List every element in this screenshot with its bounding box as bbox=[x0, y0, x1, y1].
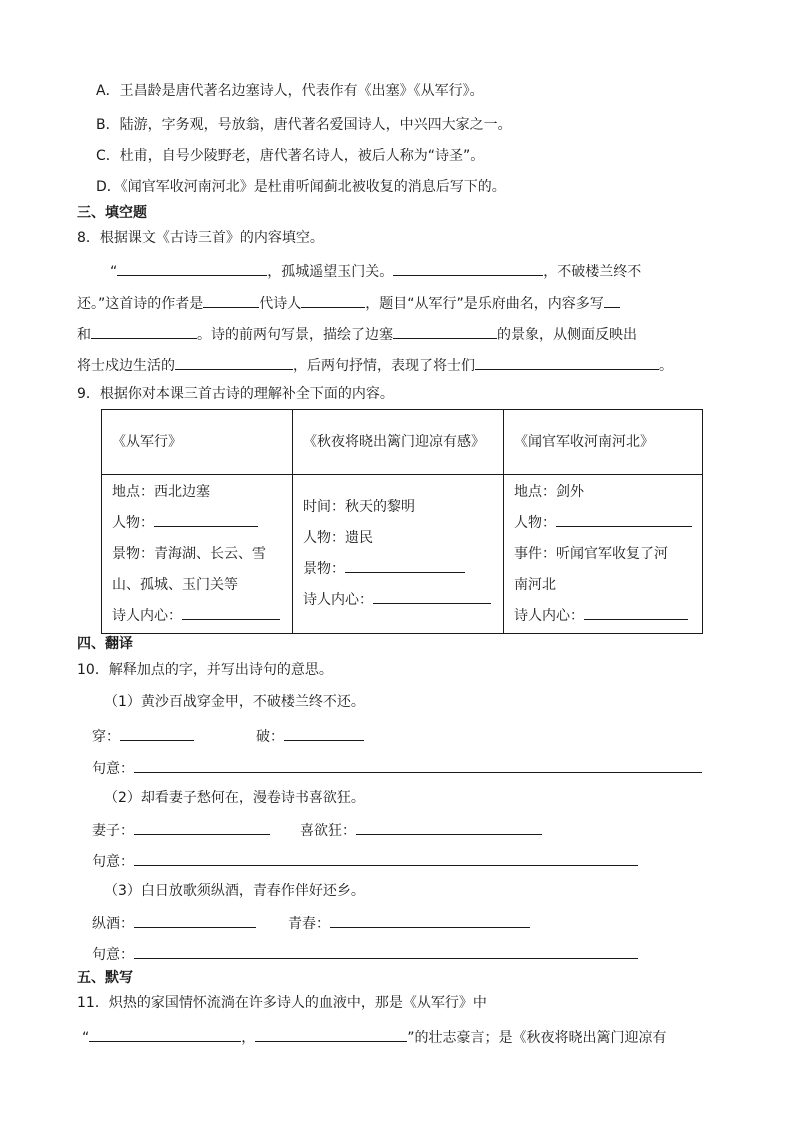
poem-table bbox=[101, 409, 703, 634]
cell-label: 诗人内心： bbox=[303, 592, 373, 608]
cell-label: 人物： bbox=[112, 514, 154, 531]
answer-blank[interactable] bbox=[284, 725, 364, 741]
sentence-2: （2）却看妻子愁何在，漫卷诗书喜欲狂。 bbox=[104, 790, 365, 806]
answer-blank[interactable] bbox=[345, 558, 465, 573]
answer-blank[interactable] bbox=[356, 819, 542, 835]
table-header bbox=[293, 410, 504, 475]
header-text: 《闻官军收河南河北》 bbox=[514, 434, 654, 450]
cell-label: 人物： bbox=[514, 514, 556, 531]
answer-blank[interactable] bbox=[175, 354, 293, 370]
meaning-label: 句意： bbox=[92, 761, 134, 777]
option-a: A．王昌龄是唐代著名边塞诗人，代表作有《出塞》《从军行》。 bbox=[96, 83, 484, 99]
meaning-row-2 bbox=[92, 850, 638, 872]
question-8-line-3 bbox=[77, 323, 637, 345]
q8-text: ，不破楼兰终不 bbox=[543, 264, 642, 280]
answer-blank[interactable] bbox=[393, 323, 497, 339]
answer-blank[interactable] bbox=[89, 1026, 241, 1042]
answer-blank[interactable] bbox=[584, 605, 688, 620]
option-c: C．杜甫，自号少陵野老，唐代著名诗人，被后人称为“诗圣”。 bbox=[96, 148, 485, 164]
q8-text: ，题目“从军行”是乐府曲名，内容多写 bbox=[365, 296, 604, 312]
option-b: B．陆游，字务观，号放翁，唐代著名爱国诗人，中兴四大家之一。 bbox=[96, 117, 512, 133]
meaning-row-1 bbox=[92, 757, 702, 779]
word-label: 穿： bbox=[92, 729, 120, 745]
q8-text: 的景象，从侧面反映出 bbox=[497, 327, 637, 343]
cell-text: 地点：西北边塞 bbox=[112, 483, 210, 500]
table-header bbox=[504, 410, 703, 475]
answer-blank[interactable] bbox=[134, 943, 638, 959]
question-11-line-2 bbox=[82, 1026, 667, 1048]
answer-blank[interactable] bbox=[330, 912, 530, 928]
q8-text: 。诗的前两句写景，描绘了边塞 bbox=[197, 327, 393, 343]
option-d: D．《闻官军收河南河北》是杜甫听闻蓟北被收复的消息后写下的。 bbox=[96, 179, 506, 195]
cell-label: 诗人内心： bbox=[112, 607, 182, 624]
cell-text: 景物：青海湖、长云、雪 bbox=[112, 545, 266, 562]
word-row-3 bbox=[92, 912, 530, 934]
q11-text: ”的壮志豪言；是《秋夜将晓出篱门迎凉有 bbox=[407, 1030, 667, 1046]
q8-text: ，孤城遥望玉门关。 bbox=[267, 264, 394, 280]
section-title-translation: 四、翻译 bbox=[77, 636, 133, 652]
answer-blank[interactable] bbox=[134, 757, 702, 773]
q8-text: 还。”这首诗的作者是 bbox=[77, 296, 204, 312]
question-8-line-1 bbox=[110, 260, 641, 282]
question-8-line-4 bbox=[77, 354, 673, 376]
sentence-1: （1）黄沙百战穿金甲，不破楼兰终不还。 bbox=[104, 694, 365, 710]
cell-text: 事件：听闻官军收复了河 bbox=[514, 545, 668, 562]
answer-blank[interactable] bbox=[373, 589, 491, 604]
answer-blank[interactable] bbox=[475, 354, 659, 370]
answer-blank[interactable] bbox=[393, 260, 543, 276]
meaning-row-3 bbox=[92, 943, 638, 965]
word-label: 纵酒： bbox=[92, 916, 134, 932]
cell-text: 地点：剑外 bbox=[514, 483, 584, 500]
answer-blank[interactable] bbox=[255, 1026, 407, 1042]
q11-text: ， bbox=[241, 1030, 256, 1046]
answer-blank[interactable] bbox=[134, 850, 638, 866]
question-8-stem: 8．根据课文《古诗三首》的内容填空。 bbox=[77, 230, 324, 246]
q8-text: ，后两句抒情，表现了将士们 bbox=[293, 358, 475, 374]
answer-blank[interactable] bbox=[120, 725, 194, 741]
answer-blank[interactable] bbox=[182, 605, 280, 620]
cell-label: 景物： bbox=[303, 561, 345, 577]
header-text: 《秋夜将晓出篱门迎凉有感》 bbox=[303, 434, 485, 450]
cell-text: 人物：遗民 bbox=[303, 530, 373, 546]
answer-blank[interactable] bbox=[117, 260, 267, 276]
section-title-fill-in: 三、填空题 bbox=[77, 205, 147, 221]
answer-blank[interactable] bbox=[556, 512, 692, 527]
word-label: 喜欲狂： bbox=[300, 823, 356, 839]
table-cell bbox=[504, 475, 703, 634]
cell-text: 时间：秋天的黎明 bbox=[303, 499, 415, 515]
question-10-stem: 10．解释加点的字，并写出诗句的意思。 bbox=[77, 662, 333, 678]
header-text: 《从军行》 bbox=[112, 434, 182, 450]
open-quote: “ bbox=[82, 1030, 90, 1046]
q8-text: 。 bbox=[659, 358, 673, 374]
answer-blank[interactable] bbox=[203, 292, 259, 308]
q8-text: 和 bbox=[77, 327, 91, 343]
answer-blank[interactable] bbox=[301, 292, 365, 308]
answer-blank[interactable] bbox=[134, 819, 270, 835]
table-cell bbox=[102, 475, 293, 634]
open-quote: “ bbox=[110, 264, 118, 280]
answer-blank[interactable] bbox=[91, 323, 197, 339]
sentence-3: （3）白日放歌须纵酒，青春作伴好还乡。 bbox=[104, 883, 365, 899]
question-9-stem: 9．根据你对本课三首古诗的理解补全下面的内容。 bbox=[77, 386, 394, 402]
table-header bbox=[102, 410, 293, 475]
cell-text: 山、孤城、玉门关等 bbox=[112, 576, 238, 593]
cell-label: 诗人内心： bbox=[514, 607, 584, 624]
answer-blank[interactable] bbox=[134, 912, 256, 928]
section-title-dictation: 五、默写 bbox=[77, 970, 133, 986]
cell-text: 南河北 bbox=[514, 576, 556, 593]
word-label: 青春： bbox=[288, 916, 330, 932]
word-row-1 bbox=[92, 725, 364, 747]
question-11-stem: 11．炽热的家国情怀流淌在许多诗人的血液中，那是《从军行》中 bbox=[77, 995, 487, 1011]
meaning-label: 句意： bbox=[92, 854, 134, 870]
question-8-line-2 bbox=[77, 292, 620, 314]
answer-blank[interactable] bbox=[154, 512, 258, 527]
meaning-label: 句意： bbox=[92, 947, 134, 963]
answer-blank[interactable] bbox=[604, 292, 620, 308]
word-label: 妻子： bbox=[92, 823, 134, 839]
q8-text: 代诗人 bbox=[259, 296, 302, 312]
table-cell bbox=[293, 475, 504, 634]
word-row-2 bbox=[92, 819, 542, 841]
word-label: 破： bbox=[256, 729, 284, 745]
q8-text: 将士戍边生活的 bbox=[77, 358, 175, 374]
